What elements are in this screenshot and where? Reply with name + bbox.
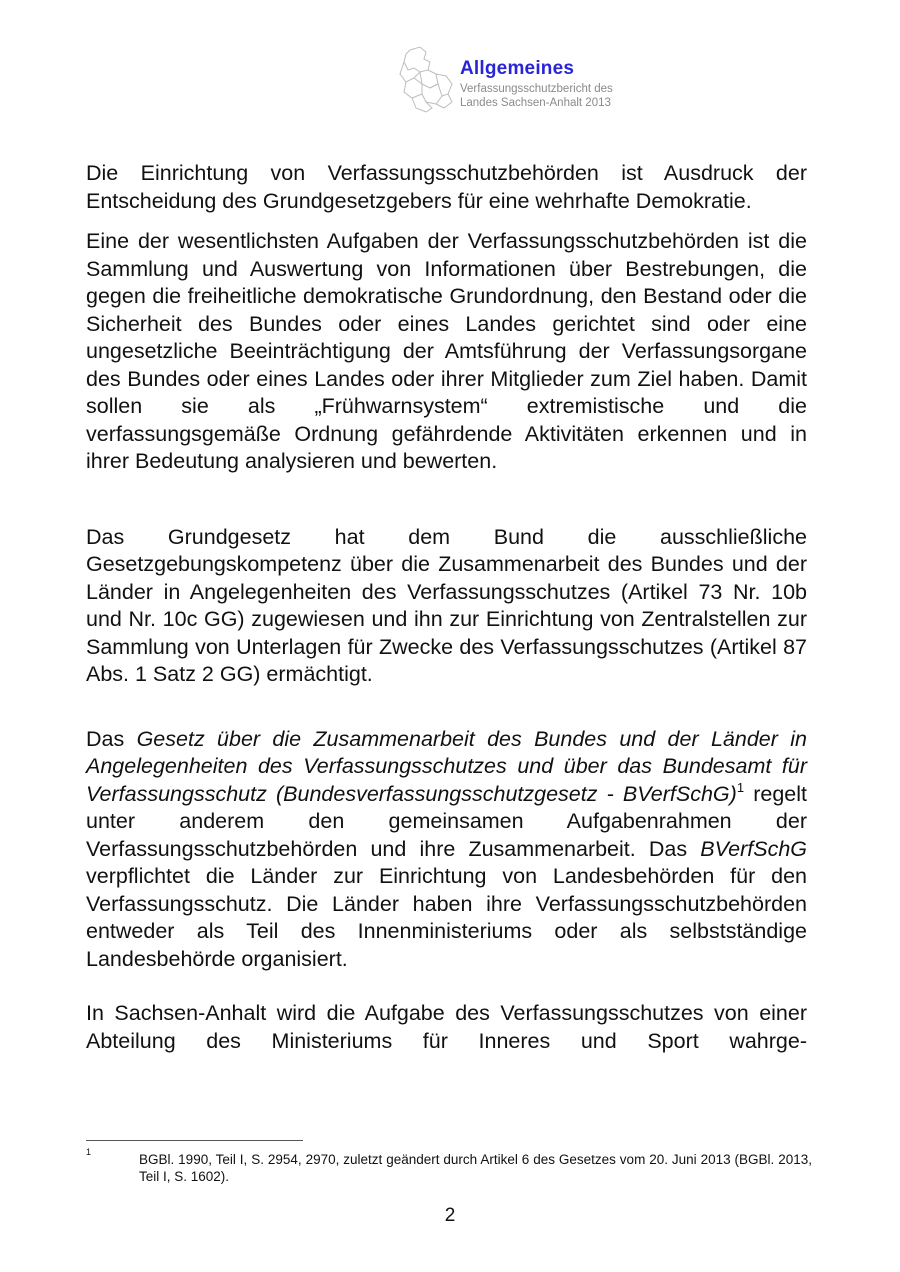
header-subtitle-line2: Landes Sachsen-Anhalt 2013 (460, 97, 611, 109)
header-title: Allgemeines (460, 58, 575, 79)
law-abbreviation: BVerfSchG (700, 836, 807, 861)
paragraph-5: In Sachsen-Anhalt wird die Aufgabe des Verfassungsschutzes von einer Abteilung des Ministeriums für Inneres und Sport wahrge- (86, 1001, 807, 1053)
header-subtitle (460, 82, 613, 110)
document-body (86, 160, 807, 1055)
p4-middle: regelt unter anderem den gemeinsamen Aufgabenrahmen der Verfassungsschutzbehörden und ihre Zusammenarbeit. Das (86, 781, 807, 861)
header-subtitle-line1: Verfassungsschutzbericht des (460, 83, 613, 95)
sachsen-anhalt-map-icon (396, 44, 458, 116)
paragraph-4 (86, 726, 807, 974)
paragraph-1: Die Einrichtung von Verfassungsschutzbehörden ist Ausdruck der Entscheidung des Grundgesetzgebers für eine wehrhafte Demokratie. (86, 161, 807, 213)
paragraph-2: Eine der wesentlichsten Aufgaben der Verfassungsschutzbehörden ist die Sammlung und Auswertung von Informationen über Bestrebungen, die gegen die freiheitliche demokratische Grundordnung, den Bestand oder die Sicherheit des Bundes oder eines Landes gerichtet sind oder eine ungesetzliche Beeinträchtigung der Amtsführung der Verfassungsorgane des Bundes oder eines Landes oder ihrer Mitglieder zum Ziel haben. Damit sollen sie als „Frühwarnsystem“ extremistische und die verfassungsgemäße Ordnung gefährdende Aktivitäten erkennen und in ihrer Bedeutung analysieren und bewerten. (86, 229, 807, 473)
footnote-separator (86, 1140, 303, 1141)
p4-end: verpflichtet die Länder zur Einrichtung von Landesbehörden für den Verfassungsschutz. Die Länder haben ihre Verfassungsschutzbehörden entweder als Teil des Innenministeriums oder als selbstständige Landesbehörde organisiert. (86, 864, 807, 971)
footnote-reference[interactable]: 1 (736, 779, 745, 795)
paragraph-3: Das Grundgesetz hat dem Bund die ausschließliche Gesetzgebungskompetenz über die Zusammenarbeit des Bundes und der Länder in Angelegenheiten des Verfassungsschutzes (Artikel 73 Nr. 10b und Nr. 10c GG) zugewiesen und ihn zur Einrichtung von Zentralstellen zur Sammlung von Unterlagen für Zwecke des Verfassungsschutzes (Artikel 87 Abs. 1 Satz 2 GG) ermächtigt. (86, 524, 807, 686)
footnote-text: BGBl. 1990, Teil I, S. 2954, 2970, zuletzt geändert durch Artikel 6 des Gesetzes vom 20. Juni 2013 (BGBl. 2013, Teil I, S. 1602). (139, 1152, 812, 1184)
page-header (396, 44, 696, 116)
footnote-number: 1 (86, 1147, 92, 1157)
p4-intro: Das (86, 726, 137, 751)
law-title: Gesetz über die Zusammenarbeit des Bundes und der Länder in Angelegenheiten des Verfassungsschutzes und über das Bundesamt für Verfassungsschutz (Bundesverfassungsschutzgesetz - BVerfSchG) (86, 726, 807, 806)
page-number: 2 (444, 1205, 456, 1226)
